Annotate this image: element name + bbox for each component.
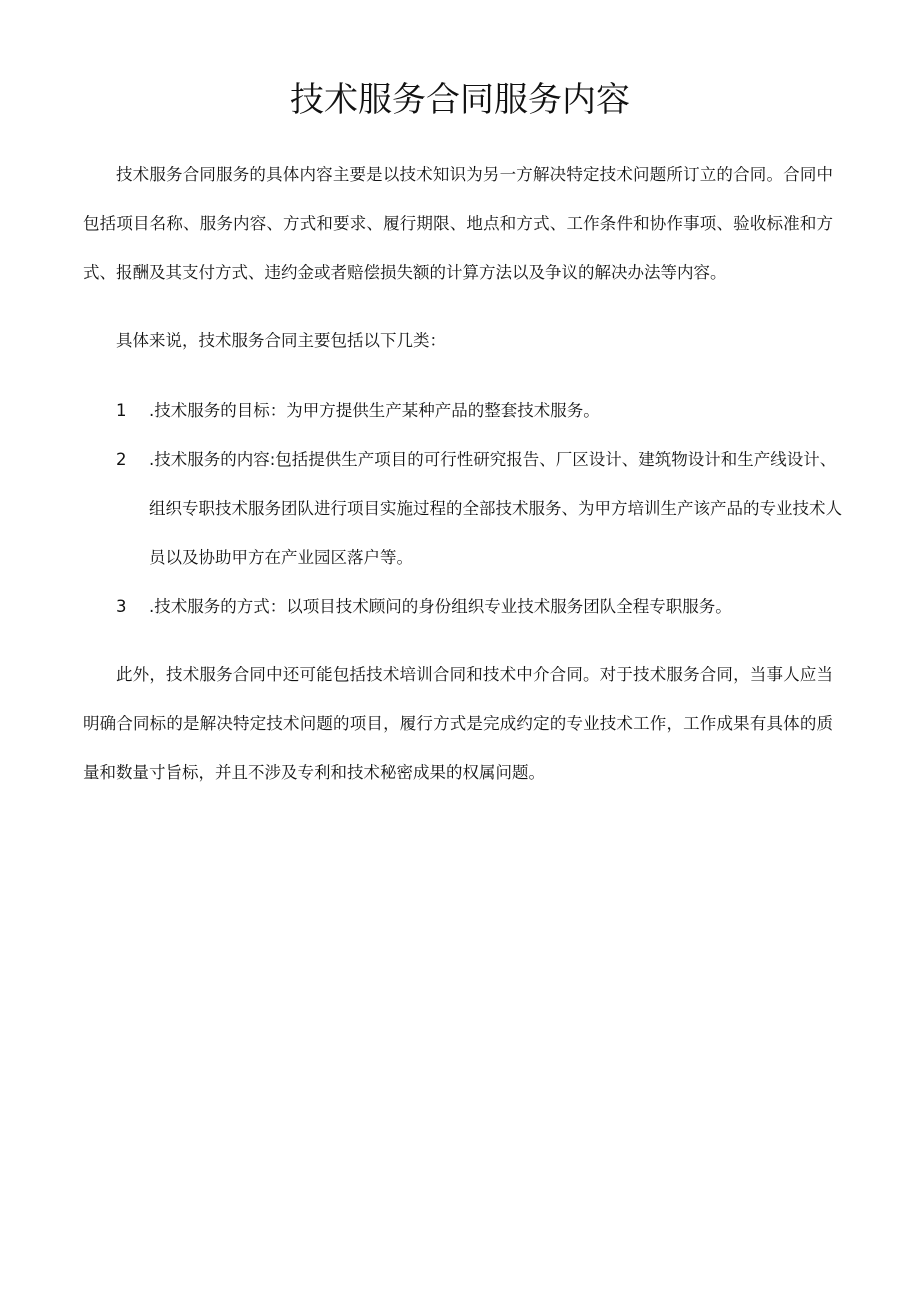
categories-lead-paragraph: 具体来说，技术服务合同主要包括以下几类： bbox=[116, 331, 446, 350]
list-item-text: .技术服务的内容:包括提供生产项目的可行性研究报告、厂区设计、建筑物设计和生产线设计、组织专职技术服务团队进行项目实施过程的全部技术服务、为甲方培训生产该产品的专业技术人员以及协助甲方在产业园区落户等。 bbox=[149, 450, 842, 567]
document-title: 技术服务合同服务内容 bbox=[290, 80, 630, 120]
list-item-number: 1 bbox=[116, 401, 127, 420]
list-item bbox=[83, 582, 843, 631]
list-item-number: 2 bbox=[116, 450, 127, 469]
list-item-text: .技术服务的目标：为甲方提供生产某种产品的整套技术服务。 bbox=[149, 401, 600, 420]
list-item bbox=[83, 386, 843, 435]
list-item bbox=[83, 435, 843, 582]
list-item-number: 3 bbox=[116, 597, 127, 616]
service-category-list bbox=[83, 386, 843, 631]
list-item-text: .技术服务的方式：以项目技术顾问的身份组织专业技术服务团队全程专职服务。 bbox=[149, 597, 732, 616]
closing-paragraph: 此外，技术服务合同中还可能包括技术培训合同和技术中介合同。对于技术服务合同，当事人应当明确合同标的是解决特定技术问题的项目，履行方式是完成约定的专业技术工作，工作成果有具体的质量和数量寸旨标，并且不涉及专利和技术秘密成果的权属问题。 bbox=[83, 665, 833, 782]
intro-paragraph: 技术服务合同服务的具体内容主要是以技术知识为另一方解决特定技术问题所订立的合同。合同中包括项目名称、服务内容、方式和要求、履行期限、地点和方式、工作条件和协作事项、验收标准和方式、报酬及其支付方式、违约金或者赔偿损失额的计算方法以及争议的解决办法等内容。 bbox=[83, 165, 833, 282]
